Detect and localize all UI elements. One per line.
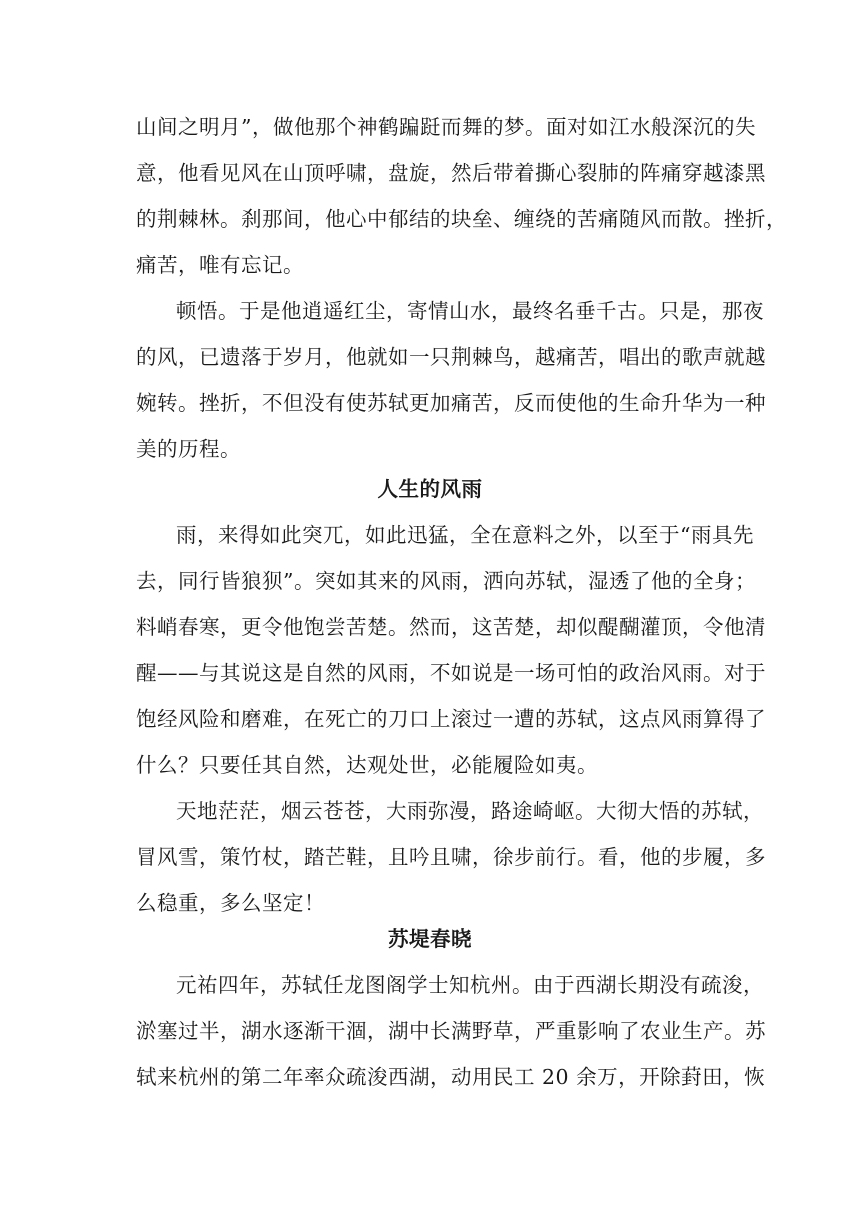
paragraph-line: 什么？只要任其自然，达观处世，必能履险如夷。 <box>136 753 598 777</box>
paragraph-line: 元祐四年，苏轼任龙图阁学士知杭州。由于西湖长期没有疏浚， <box>176 973 764 997</box>
paragraph-line: 料峭春寒，更令他饱尝苦楚。然而，这苦楚，却似醍醐灌顶，令他清 <box>136 615 766 639</box>
paragraph-line: 醒——与其说这是自然的风雨，不如说是一场可怕的政治风雨。对于 <box>136 661 766 685</box>
paragraph-line: 饱经风险和磨难，在死亡的刀口上滚过一遭的苏轼，这点风雨算得了 <box>136 707 766 731</box>
paragraph-line: 美的历程。 <box>136 437 241 461</box>
paragraph-line: 去，同行皆狼狈”。突如其来的风雨，洒向苏轼，湿透了他的全身； <box>136 569 756 593</box>
paragraph-line: 天地茫茫，烟云苍苍，大雨弥漫，路途崎岖。大彻大悟的苏轼， <box>176 799 764 823</box>
paragraph-line: 婉转。挫折，不但没有使苏轼更加痛苦，反而使他的生命升华为一种 <box>136 391 766 415</box>
paragraph-line: 么稳重，多么坚定！ <box>136 891 325 915</box>
paragraph-line: 的荆棘林。刹那间，他心中郁结的块垒、缠绕的苦痛随风而散。挫折， <box>136 207 787 231</box>
section-heading-sudi: 苏堤春晓 <box>388 927 472 951</box>
section-heading-rain: 人生的风雨 <box>377 477 483 501</box>
paragraph-line: 痛苦，唯有忘记。 <box>136 253 304 277</box>
paragraph-line: 意，他看见风在山顶呼啸，盘旋，然后带着撕心裂肺的阵痛穿越漆黑 <box>136 161 766 185</box>
paragraph-line: 山间之明月”，做他那个神鹤蹁跹而舞的梦。面对如江水般深沉的失 <box>136 115 756 139</box>
paragraph-line: 冒风雪，策竹杖，踏芒鞋，且吟且啸，徐步前行。看，他的步履，多 <box>136 845 766 869</box>
paragraph-line: 的风，已遗落于岁月，他就如一只荆棘鸟，越痛苦，唱出的歌声就越 <box>136 345 766 369</box>
paragraph-line: 顿悟。于是他逍遥红尘，寄情山水，最终名垂千古。只是，那夜 <box>176 299 764 323</box>
paragraph-line: 淤塞过半，湖水逐渐干涸，湖中长满野草，严重影响了农业生产。苏 <box>136 1019 766 1043</box>
paragraph-line: 雨，来得如此突兀，如此迅猛，全在意料之外，以至于“雨具先 <box>176 523 754 547</box>
paragraph-line: 轼来杭州的第二年率众疏浚西湖，动用民工 20 余万，开除葑田，恢 <box>136 1065 766 1089</box>
